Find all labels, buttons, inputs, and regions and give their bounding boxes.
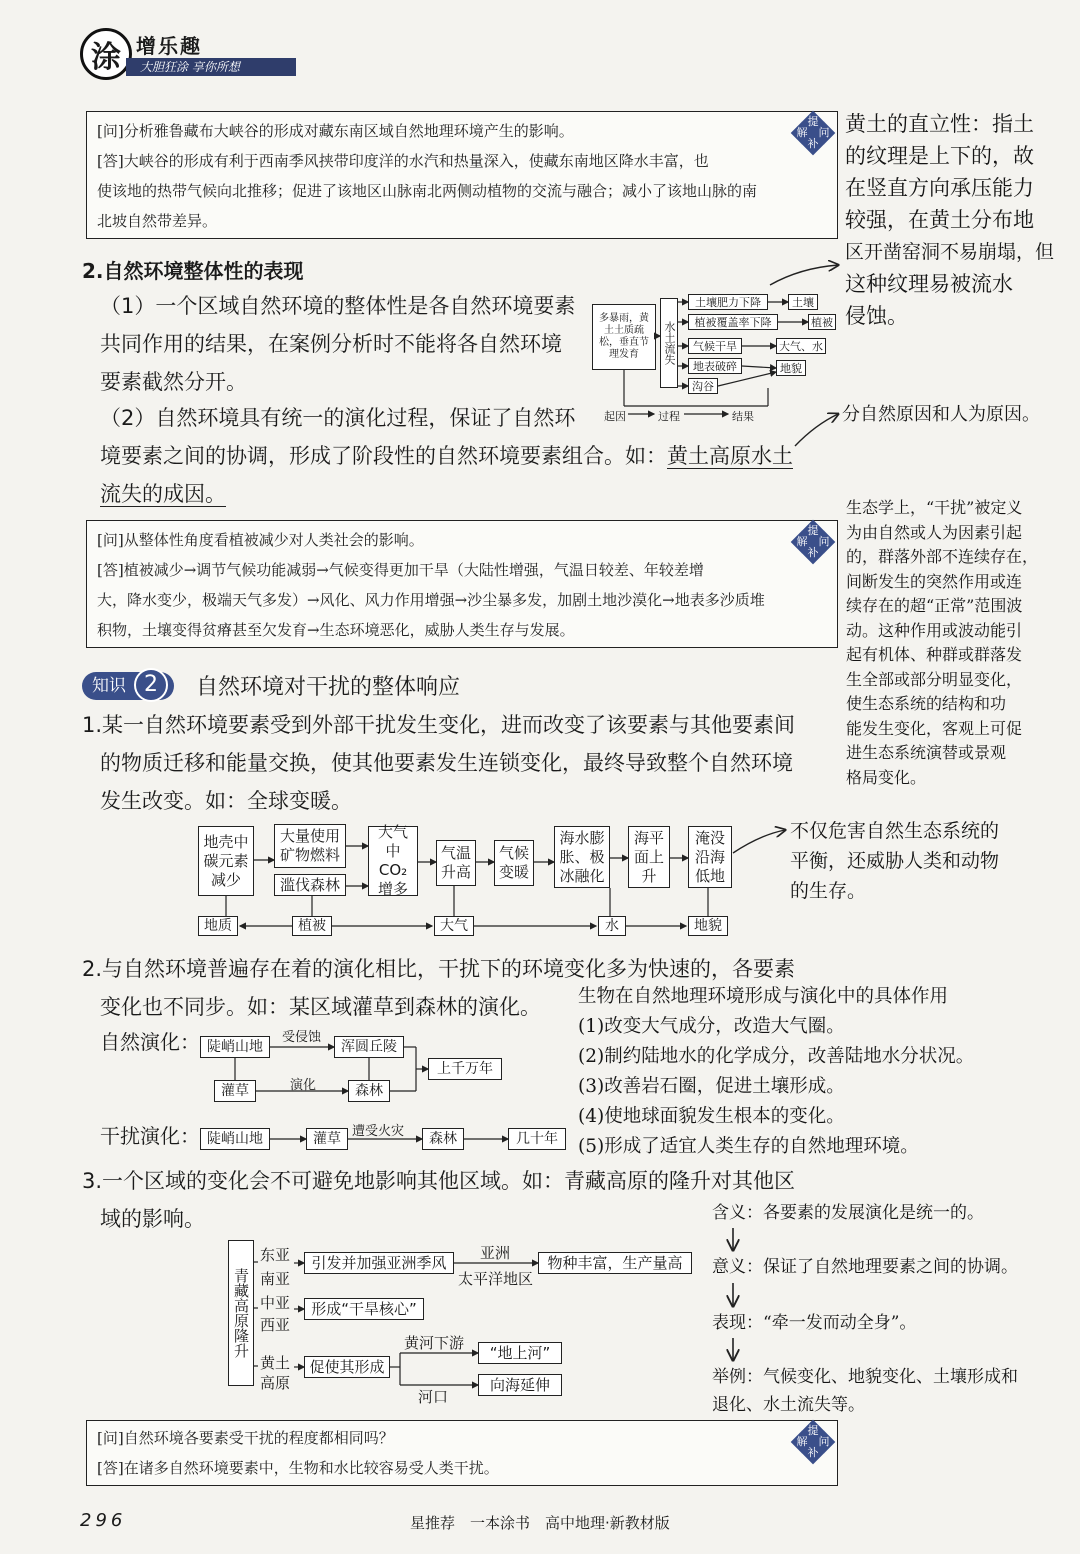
qa2-answer-2: 大，降水变少，极端天气多发）→风化、风力作用增强→沙尘暴多发，加剧土地沙漠化→地表多沙质堆 [97, 591, 765, 609]
dist-box-shrub: 灌草 [306, 1128, 348, 1150]
section-2-p2: （2）自然环境具有统一的演化过程，保证了自然环 境要素之间的协调，形成了阶段性的自然环境要素组合。如：黄土高原水土 流失的成因。 [100, 406, 793, 506]
tibet-effect-drought: 形成“干旱核心” [304, 1298, 424, 1320]
qa2-question: [问]从整体性角度看植被减少对人类社会的影响。 [97, 531, 424, 549]
loess-process-box: 水土流失 [660, 298, 678, 388]
loess-result-4: 地貌 [776, 360, 806, 376]
qa-box-2 [86, 520, 838, 648]
warm-box-sea: 海平面上升 [628, 826, 670, 888]
loess-effect-5: 沟谷 [688, 378, 718, 394]
dist-box-time: 几十年 [508, 1128, 566, 1150]
loess-effect-2: 植被覆盖率下降 [688, 314, 778, 330]
section-2-p1: （1）一个区域自然环境的整体性是各自然环境要素 共同作用的结果，在案例分析时不能将各自然环境 要素截然分开。 [100, 294, 576, 394]
qa-box-3 [86, 1420, 838, 1486]
warm-box-co2: 大气中CO₂增多 [368, 826, 418, 896]
qa-tag-icon: 提 问 解 补 [789, 114, 835, 156]
dist-arrow-label: 遭受火灾 [352, 1124, 405, 1139]
nat-box-forest: 森林 [348, 1080, 390, 1102]
nat-arrow-label-1: 受侵蚀 [282, 1030, 322, 1045]
footer-book-title: 星推荐 一本涂书 高中地理·新教材版 [410, 1514, 670, 1532]
note-biology: 生物在自然地理环境形成与演化中的具体作用 (1)改变大气成分，改造大气圈。 (2)制约陆地水的化学成分，改善陆地水分状况。 (3)改善岩石圈，促进土壤形成。 (4)使地球面貌发生根本的变化。 (5)形成了适宜人类生存的自然地理环境。 [578, 986, 975, 1157]
qa-tag-icon: 提 问 解 补 [789, 1423, 835, 1465]
qa3-question: [问]自然环境各要素受干扰的程度都相同吗？ [97, 1429, 394, 1447]
brand-slogan: 大胆狂涂 享你所想 [126, 58, 296, 76]
brand-name: 增乐趣 [136, 34, 202, 58]
loess-diagram [588, 288, 838, 428]
loess-effect-4: 地表破碎 [688, 358, 742, 374]
logo-circle [80, 28, 132, 80]
warm-box-fuel: 大量使用矿物燃料 [274, 824, 346, 868]
qa1-question: [问]分析雅鲁藏布大峡谷的形成对藏东南区域自然地理环境产生的影响。 [97, 122, 574, 140]
tibet-effect-raised-river: “地上河” [478, 1342, 562, 1364]
warm-bottom-landform: 地貌 [688, 916, 728, 936]
section-2-title: 2.自然环境整体性的表现 [82, 259, 304, 283]
qa1-answer-2: 使该地的热带气候向北推移；促进了该地区山脉南北两侧动植物的交流与融合；减小了该地山脉的南 [97, 182, 758, 200]
warm-box-crust: 地壳中碳元素减少 [198, 826, 254, 896]
tibet-region-5: 黄土 [260, 1354, 291, 1372]
tibet-effect-species: 物种丰富，生产量高 [538, 1252, 692, 1274]
loess-result-2: 植被 [808, 314, 836, 330]
page-number: 296 [80, 1510, 127, 1531]
tibet-label-pacific: 太平洋地区 [458, 1270, 534, 1288]
warm-box-flood: 淹没沿海低地 [688, 826, 732, 888]
knowledge-number: 2 [134, 668, 168, 702]
warm-bottom-water: 水 [598, 916, 626, 936]
tibet-effect-monsoon: 引发并加强亚洲季风 [304, 1252, 454, 1274]
qa1-answer-1: [答]大峡谷的形成有利于西南季风挟带印度洋的水汽和热量深入，使藏东南地区降水丰富，也 [97, 152, 709, 170]
dist-box-forest: 森林 [422, 1128, 464, 1150]
warming-diagram [190, 820, 740, 940]
knowledge-badge: 知识 2 [82, 672, 174, 700]
warm-box-climate: 气候变暖 [494, 840, 534, 886]
tibet-region-2: 南亚 [260, 1270, 291, 1288]
tibet-label-estuary: 河口 [418, 1388, 449, 1406]
dist-box-mountain: 陡峭山地 [200, 1128, 270, 1150]
header-logo [80, 28, 300, 98]
loess-effect-3: 气候干旱 [688, 338, 742, 354]
nat-box-mountain: 陡峭山地 [200, 1036, 270, 1058]
nat-box-hill: 浑圆丘陵 [334, 1036, 404, 1058]
tibet-label-yellow-river: 黄河下游 [404, 1334, 465, 1352]
tibet-region-3: 中亚 [260, 1294, 291, 1312]
warm-box-temp: 气温升高 [436, 840, 476, 886]
note-harm: 不仅危害自然生态系统的 平衡，还威胁人类和动物 的生存。 [790, 820, 1000, 902]
legend-cause: 起因 [604, 410, 626, 423]
nat-box-shrub: 灌草 [214, 1080, 256, 1102]
warm-bottom-geology: 地质 [198, 916, 238, 936]
disturbance-evolution [100, 1120, 570, 1156]
disturb-evo-label: 干扰演化： [100, 1124, 200, 1148]
natural-evo-label: 自然演化： [100, 1030, 200, 1054]
legend-process: 过程 [658, 410, 680, 423]
qa3-answer: [答]在诸多自然环境要素中，生物和水比较容易受人类干扰。 [97, 1459, 499, 1477]
tibet-effect-extend: 向海延伸 [478, 1374, 562, 1396]
warm-bottom-vegetation: 植被 [292, 916, 332, 936]
warm-bottom-atmosphere: 大气 [434, 916, 474, 936]
note-loess: 黄土的直立性：指土 的纹理是上下的，故 在竖直方向承压能力 较强，在黄土分布地 区开凿窑洞不易崩塌，但 这种纹理易被流水 侵蚀。 [845, 112, 1055, 328]
loess-result-1: 土壤 [788, 294, 818, 310]
legend-result: 结果 [732, 410, 754, 423]
natural-evolution [100, 1026, 520, 1106]
tibet-main-box: 青藏高原隆升 [228, 1240, 254, 1386]
qa1-answer-3: 北坡自然带差异。 [97, 212, 218, 230]
tibet-label-asia: 亚洲 [480, 1244, 511, 1262]
tibet-region-1: 东亚 [260, 1246, 291, 1264]
note-cause: 分自然原因和人为原因。 [842, 404, 1040, 425]
warm-box-ocean: 海水膨胀、极冰融化 [554, 826, 610, 888]
nat-arrow-label-2: 演化 [290, 1078, 317, 1093]
loess-result-3: 大气、水 [776, 338, 826, 354]
knowledge-title: 自然环境对干扰的整体响应 [196, 675, 461, 700]
tibet-diagram [228, 1240, 708, 1410]
logo-char: 涂 [91, 40, 121, 75]
point-1: 1.某一自然环境要素受到外部干扰发生变化，进而改变了该要素与其他要素间 的物质迁移和能量交换，使其他要素发生连锁变化，最终导致整个自然环境 发生改变。如：全球变暖。 [82, 713, 796, 813]
qa2-answer-1: [答]植被减少→调节气候功能减弱→气候变得更加干旱（大陆性增强，气温日较差、年较差增 [97, 561, 704, 579]
qa2-answer-3: 积物，土壤变得贫瘠甚至欠发育→生态环境恶化，威胁人类生存与发展。 [97, 621, 575, 639]
qa-box-1 [86, 111, 838, 239]
note-disturbance: 生态学上，“干扰”被定义 为由自然或人为因素引起 的，群落外部不连续存在， 间断发生的突然作用或连 续存在的超“正常”范围波 动。这种作用或波动能引 起有机体、种群或群落发 生全部或部分明显变化， 使生态系统的结构和功 能发生变化，客观上可促 进生态系统演替或景观 格局变化。 [846, 498, 1039, 787]
nat-box-time: 上千万年 [428, 1058, 502, 1080]
qa-tag-icon: 提 问 解 补 [789, 523, 835, 565]
point-3: 3.一个区域的变化会不可避免地影响其他区域。如：青藏高原的隆升对其他区 域的影响。 [82, 1169, 796, 1231]
warm-box-forest: 滥伐森林 [274, 874, 346, 896]
point-2: 2.与自然环境普遍存在着的演化相比，干扰下的环境变化多为快速的，各要素 变化也不同步。如：某区域灌草到森林的演化。 [82, 957, 796, 1019]
tibet-region-4: 西亚 [260, 1316, 291, 1334]
tibet-region-6: 高原 [260, 1374, 291, 1392]
tibet-effect-loess: 促使其形成 [304, 1356, 390, 1378]
loess-effect-1: 土壤肥力下降 [688, 294, 768, 310]
loess-cause-box: 多暴雨，黄土土质疏松，垂直节理发育 [592, 304, 656, 370]
